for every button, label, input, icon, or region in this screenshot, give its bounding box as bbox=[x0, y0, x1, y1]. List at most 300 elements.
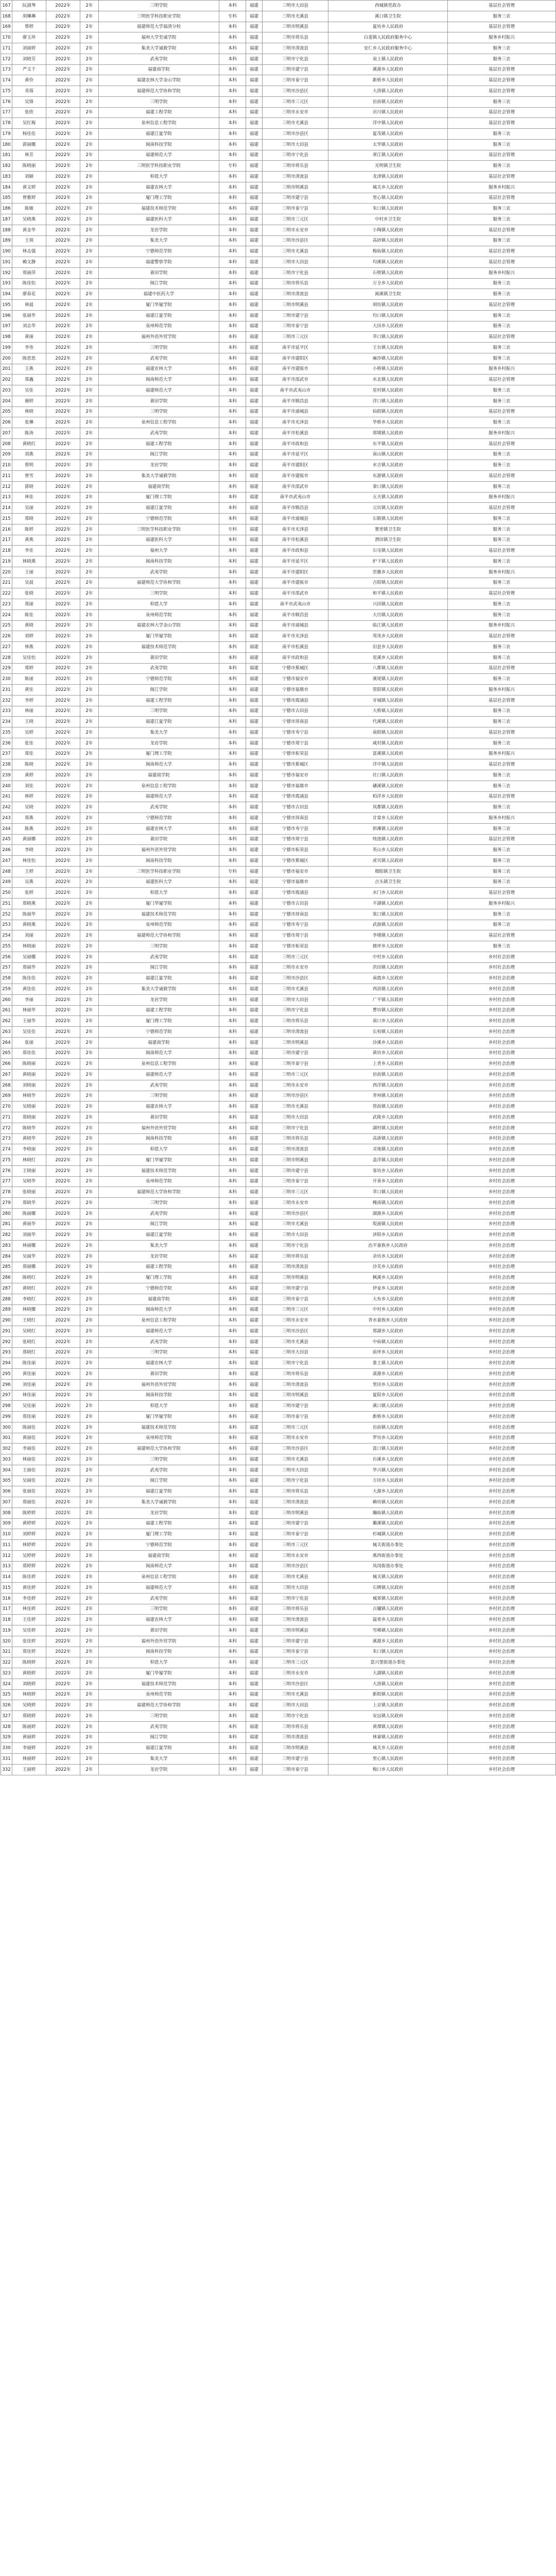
degree-cell: 本科 bbox=[219, 1262, 246, 1273]
unit-cell: 杉城镇人民政府 bbox=[328, 1529, 448, 1540]
school-cell: 闽江学院 bbox=[99, 1732, 219, 1743]
degree-cell: 本科 bbox=[219, 1304, 246, 1315]
table-row bbox=[1, 449, 556, 460]
unit-cell: 岩前镇人民政府 bbox=[328, 96, 448, 107]
province-cell: 福建 bbox=[246, 54, 263, 64]
service-type-cell: 基层社会管理 bbox=[448, 588, 556, 599]
service-type-cell: 服务三农 bbox=[448, 11, 556, 22]
serial-cell: 198 bbox=[1, 332, 12, 343]
school-cell: 三明医学科技职业学院 bbox=[99, 866, 219, 877]
table-row bbox=[1, 941, 556, 952]
region-cell: 三明市尤溪县 bbox=[263, 11, 328, 22]
serial-cell: 316 bbox=[1, 1593, 12, 1604]
serial-cell: 204 bbox=[1, 396, 12, 406]
term-cell: 2年 bbox=[80, 1689, 99, 1700]
school-cell: 福建师范大学 bbox=[99, 1583, 219, 1594]
region-cell: 三明市泰宁县 bbox=[263, 1412, 328, 1422]
table-row bbox=[1, 1294, 556, 1304]
province-cell: 福建 bbox=[246, 1, 263, 11]
region-cell: 宁德市屏南县 bbox=[263, 813, 328, 824]
year-cell: 2022年 bbox=[46, 984, 80, 995]
term-cell: 2年 bbox=[80, 1604, 99, 1615]
degree-cell: 本科 bbox=[219, 1711, 246, 1722]
serial-cell: 272 bbox=[1, 1123, 12, 1133]
term-cell: 2年 bbox=[80, 1123, 99, 1133]
service-type-cell: 服务三农 bbox=[448, 642, 556, 653]
year-cell: 2022年 bbox=[46, 546, 80, 556]
unit-cell: 五夫镇人民政府 bbox=[328, 492, 448, 503]
name-cell: 林晓 bbox=[12, 406, 46, 417]
service-type-cell: 服务三农 bbox=[448, 802, 556, 813]
table-row bbox=[1, 107, 556, 118]
table-row bbox=[1, 96, 556, 107]
table-row bbox=[1, 1604, 556, 1615]
serial-cell: 308 bbox=[1, 1507, 12, 1518]
school-cell: 莆田学院 bbox=[99, 652, 219, 663]
school-cell: 宁德师范学院 bbox=[99, 246, 219, 257]
school-cell: 泉州师范学院 bbox=[99, 609, 219, 620]
unit-cell: 点头镇卫生院 bbox=[328, 877, 448, 888]
year-cell: 2022年 bbox=[46, 738, 80, 749]
province-cell: 福建 bbox=[246, 503, 263, 514]
province-cell: 福建 bbox=[246, 1422, 263, 1433]
serial-cell: 261 bbox=[1, 1005, 12, 1016]
province-cell: 福建 bbox=[246, 1347, 263, 1358]
year-cell: 2022年 bbox=[46, 1198, 80, 1209]
serial-cell: 218 bbox=[1, 546, 12, 556]
table-row bbox=[1, 1764, 556, 1775]
year-cell: 2022年 bbox=[46, 599, 80, 610]
year-cell: 2022年 bbox=[46, 717, 80, 727]
school-cell: 福建师范大学 bbox=[99, 791, 219, 802]
term-cell: 2年 bbox=[80, 129, 99, 140]
term-cell: 2年 bbox=[80, 503, 99, 514]
province-cell: 福建 bbox=[246, 899, 263, 909]
unit-cell: 太华镇人民政府 bbox=[328, 139, 448, 150]
province-cell: 福建 bbox=[246, 1561, 263, 1572]
unit-cell: 罗坊乡人民政府 bbox=[328, 1433, 448, 1444]
year-cell: 2022年 bbox=[46, 823, 80, 834]
year-cell: 2022年 bbox=[46, 1005, 80, 1016]
name-cell: 陈涛 bbox=[12, 428, 46, 439]
region-cell: 南平市延平区 bbox=[263, 556, 328, 567]
name-cell: 吴丽 bbox=[12, 503, 46, 514]
unit-cell: 长校镇人民政府 bbox=[328, 1027, 448, 1038]
region-cell: 宁德市古田县 bbox=[263, 706, 328, 717]
service-type-cell: 乡村社会治理 bbox=[448, 1219, 556, 1230]
school-cell: 三明学院 bbox=[99, 1347, 219, 1358]
province-cell: 福建 bbox=[246, 1721, 263, 1732]
serial-cell: 232 bbox=[1, 695, 12, 706]
region-cell: 三明市三元区 bbox=[263, 952, 328, 962]
unit-cell: 富兴堡街道办事处 bbox=[328, 1657, 448, 1668]
service-type-cell: 服务乡村振兴 bbox=[448, 492, 556, 503]
province-cell: 福建 bbox=[246, 300, 263, 311]
school-cell: 三明学院 bbox=[99, 1, 219, 11]
unit-cell: 淮土镇人民政府 bbox=[328, 1358, 448, 1369]
name-cell: 郑佳 bbox=[12, 749, 46, 759]
table-row bbox=[1, 717, 556, 727]
unit-cell: 治平畲族乡人民政府 bbox=[328, 1241, 448, 1251]
province-cell: 福建 bbox=[246, 1112, 263, 1123]
serial-cell: 325 bbox=[1, 1689, 12, 1700]
service-type-cell: 服务乡村振兴 bbox=[448, 32, 556, 43]
service-type-cell: 服务三农 bbox=[448, 877, 556, 888]
year-cell: 2022年 bbox=[46, 952, 80, 962]
service-type-cell: 乡村社会治理 bbox=[448, 1572, 556, 1583]
service-type-cell: 乡村社会治理 bbox=[448, 1315, 556, 1326]
region-cell: 宁德市福安市 bbox=[263, 770, 328, 781]
province-cell: 福建 bbox=[246, 86, 263, 97]
serial-cell: 292 bbox=[1, 1336, 12, 1347]
unit-cell: 富溪镇人民政府 bbox=[328, 749, 448, 759]
school-cell: 宁德师范学院 bbox=[99, 813, 219, 824]
year-cell: 2022年 bbox=[46, 204, 80, 214]
school-cell: 福建江夏学院 bbox=[99, 1743, 219, 1754]
province-cell: 福建 bbox=[246, 96, 263, 107]
table-row bbox=[1, 1518, 556, 1529]
table-row bbox=[1, 813, 556, 824]
serial-cell: 331 bbox=[1, 1754, 12, 1765]
unit-cell: 里心镇人民政府 bbox=[328, 193, 448, 204]
service-type-cell: 乡村社会治理 bbox=[448, 1251, 556, 1262]
degree-cell: 本科 bbox=[219, 620, 246, 631]
table-row bbox=[1, 1070, 556, 1080]
degree-cell: 本科 bbox=[219, 32, 246, 43]
term-cell: 2年 bbox=[80, 1208, 99, 1219]
unit-cell: 小陶镇人民政府 bbox=[328, 225, 448, 235]
name-cell: 吴婷 bbox=[12, 727, 46, 738]
name-cell: 郑婷 bbox=[12, 663, 46, 674]
serial-cell: 206 bbox=[1, 417, 12, 428]
unit-cell: 小桥镇人民政府 bbox=[328, 364, 448, 375]
degree-cell: 本科 bbox=[219, 417, 246, 428]
table-row bbox=[1, 1, 556, 11]
province-cell: 福建 bbox=[246, 1176, 263, 1187]
unit-cell: 李墩镇人民政府 bbox=[328, 930, 448, 941]
region-cell: 南平市浦城县 bbox=[263, 620, 328, 631]
term-cell: 2年 bbox=[80, 1679, 99, 1689]
unit-cell: 城关镇人民政府 bbox=[328, 1572, 448, 1583]
degree-cell: 本科 bbox=[219, 1518, 246, 1529]
service-type-cell: 服务三农 bbox=[448, 909, 556, 920]
service-type-cell: 基层社会管理 bbox=[448, 631, 556, 642]
serial-cell: 265 bbox=[1, 1048, 12, 1059]
region-cell: 三明市沙县区 bbox=[263, 973, 328, 984]
province-cell: 福建 bbox=[246, 1187, 263, 1198]
year-cell: 2022年 bbox=[46, 22, 80, 32]
name-cell: 郭丽娜 bbox=[12, 139, 46, 150]
region-cell: 三明市泰宁县 bbox=[263, 1647, 328, 1657]
province-cell: 福建 bbox=[246, 321, 263, 332]
province-cell: 福建 bbox=[246, 406, 263, 417]
term-cell: 2年 bbox=[80, 1262, 99, 1273]
name-cell: 郑燕 bbox=[12, 813, 46, 824]
school-cell: 武夷学院 bbox=[99, 353, 219, 364]
school-cell: 三明学院 bbox=[99, 96, 219, 107]
degree-cell: 本科 bbox=[219, 1358, 246, 1369]
year-cell: 2022年 bbox=[46, 267, 80, 278]
table-row bbox=[1, 11, 556, 22]
unit-cell: 斜滩镇人民政府 bbox=[328, 823, 448, 834]
degree-cell: 本科 bbox=[219, 1647, 246, 1657]
serial-cell: 258 bbox=[1, 973, 12, 984]
province-cell: 福建 bbox=[246, 941, 263, 952]
province-cell: 福建 bbox=[246, 1037, 263, 1048]
term-cell: 2年 bbox=[80, 1336, 99, 1347]
province-cell: 福建 bbox=[246, 1283, 263, 1294]
region-cell: 宁德市霞浦县 bbox=[263, 888, 328, 899]
province-cell: 福建 bbox=[246, 1647, 263, 1657]
region-cell: 三明市三元区 bbox=[263, 1657, 328, 1668]
serial-cell: 301 bbox=[1, 1433, 12, 1444]
unit-cell: 枫溪乡人民政府 bbox=[328, 1273, 448, 1283]
province-cell: 福建 bbox=[246, 1369, 263, 1380]
degree-cell: 本科 bbox=[219, 235, 246, 246]
term-cell: 2年 bbox=[80, 759, 99, 770]
serial-cell: 260 bbox=[1, 994, 12, 1005]
province-cell: 福建 bbox=[246, 64, 263, 75]
region-cell: 南平市建瓯市 bbox=[263, 471, 328, 482]
degree-cell: 本科 bbox=[219, 449, 246, 460]
year-cell: 2022年 bbox=[46, 642, 80, 653]
degree-cell: 本科 bbox=[219, 1625, 246, 1636]
serial-cell: 268 bbox=[1, 1080, 12, 1091]
region-cell: 三明市大田县 bbox=[263, 994, 328, 1005]
unit-cell: 贡川镇人民政府 bbox=[328, 107, 448, 118]
degree-cell: 本科 bbox=[219, 172, 246, 182]
school-cell: 集美大学 bbox=[99, 1754, 219, 1765]
service-type-cell: 服务三农 bbox=[448, 396, 556, 406]
region-cell: 三明市将乐县 bbox=[263, 278, 328, 289]
region-cell: 三明市明溪县 bbox=[263, 300, 328, 311]
service-type-cell: 乡村社会治理 bbox=[448, 1486, 556, 1497]
term-cell: 2年 bbox=[80, 1144, 99, 1155]
year-cell: 2022年 bbox=[46, 1144, 80, 1155]
term-cell: 2年 bbox=[80, 813, 99, 824]
degree-cell: 本科 bbox=[219, 1294, 246, 1304]
school-cell: 仰恩大学 bbox=[99, 1401, 219, 1412]
province-cell: 福建 bbox=[246, 1336, 263, 1347]
table-row bbox=[1, 118, 556, 129]
name-cell: 刘燕 bbox=[12, 449, 46, 460]
unit-cell: 洋中镇人民政府 bbox=[328, 118, 448, 129]
year-cell: 2022年 bbox=[46, 1561, 80, 1572]
province-cell: 福建 bbox=[246, 738, 263, 749]
name-cell: 黄丽 bbox=[12, 332, 46, 343]
year-cell: 2022年 bbox=[46, 1454, 80, 1465]
term-cell: 2年 bbox=[80, 546, 99, 556]
province-cell: 福建 bbox=[246, 1486, 263, 1497]
service-type-cell: 服务三农 bbox=[448, 920, 556, 930]
name-cell: 王丽 bbox=[12, 567, 46, 578]
name-cell: 郑丽 bbox=[12, 599, 46, 610]
province-cell: 福建 bbox=[246, 11, 263, 22]
school-cell: 武夷学院 bbox=[99, 1593, 219, 1604]
province-cell: 福建 bbox=[246, 1764, 263, 1775]
serial-cell: 240 bbox=[1, 781, 12, 791]
term-cell: 2年 bbox=[80, 1048, 99, 1059]
serial-cell: 203 bbox=[1, 385, 12, 396]
name-cell: 李佳 bbox=[12, 546, 46, 556]
year-cell: 2022年 bbox=[46, 182, 80, 193]
name-cell: 刘丽华 bbox=[12, 1230, 46, 1241]
service-type-cell: 乡村社会治理 bbox=[448, 1561, 556, 1572]
degree-cell: 本科 bbox=[219, 1390, 246, 1401]
serial-cell: 255 bbox=[1, 941, 12, 952]
service-type-cell: 乡村社会治理 bbox=[448, 1647, 556, 1657]
name-cell: 吴晓燕 bbox=[12, 214, 46, 225]
serial-cell: 282 bbox=[1, 1230, 12, 1241]
unit-cell: 白莲镇人民政府服务中心 bbox=[328, 32, 448, 43]
name-cell: 吴佳丽 bbox=[12, 1401, 46, 1412]
service-type-cell: 服务乡村振兴 bbox=[448, 364, 556, 375]
service-type-cell: 乡村社会治理 bbox=[448, 1444, 556, 1454]
degree-cell: 本科 bbox=[219, 54, 246, 64]
region-cell: 三明市三元区 bbox=[263, 1422, 328, 1433]
table-row bbox=[1, 1689, 556, 1700]
term-cell: 2年 bbox=[80, 289, 99, 300]
name-cell: 张晓 bbox=[12, 588, 46, 599]
region-cell: 三明市尤溪县 bbox=[263, 1689, 328, 1700]
table-row bbox=[1, 738, 556, 749]
serial-cell: 215 bbox=[1, 514, 12, 524]
year-cell: 2022年 bbox=[46, 1304, 80, 1315]
unit-cell: 麻沙镇人民政府 bbox=[328, 353, 448, 364]
name-cell: 黄燕 bbox=[12, 535, 46, 546]
school-cell: 福建医科大学 bbox=[99, 535, 219, 546]
year-cell: 2022年 bbox=[46, 1176, 80, 1187]
service-type-cell: 乡村社会治理 bbox=[448, 1101, 556, 1112]
year-cell: 2022年 bbox=[46, 1497, 80, 1508]
term-cell: 2年 bbox=[80, 492, 99, 503]
term-cell: 2年 bbox=[80, 204, 99, 214]
unit-cell: 青州镇人民政府 bbox=[328, 1091, 448, 1101]
serial-cell: 224 bbox=[1, 609, 12, 620]
serial-cell: 332 bbox=[1, 1764, 12, 1775]
name-cell: 刘佳丽 bbox=[12, 1379, 46, 1390]
serial-cell: 314 bbox=[1, 1572, 12, 1583]
year-cell: 2022年 bbox=[46, 1133, 80, 1144]
unit-cell: 溪尾镇人民政府 bbox=[328, 674, 448, 685]
degree-cell: 本科 bbox=[219, 1315, 246, 1326]
serial-cell: 329 bbox=[1, 1732, 12, 1743]
term-cell: 2年 bbox=[80, 1273, 99, 1283]
year-cell: 2022年 bbox=[46, 1764, 80, 1775]
region-cell: 三明市三元区 bbox=[263, 214, 328, 225]
name-cell: 林佳 bbox=[12, 492, 46, 503]
table-row bbox=[1, 353, 556, 364]
degree-cell: 本科 bbox=[219, 289, 246, 300]
school-cell: 集美大学 bbox=[99, 1241, 219, 1251]
name-cell: 黄晓燕 bbox=[12, 920, 46, 930]
table-row bbox=[1, 984, 556, 995]
degree-cell: 本科 bbox=[219, 717, 246, 727]
table-row bbox=[1, 1412, 556, 1422]
table-row bbox=[1, 727, 556, 738]
school-cell: 福州外语外贸学院 bbox=[99, 332, 219, 343]
year-cell: 2022年 bbox=[46, 1091, 80, 1101]
term-cell: 2年 bbox=[80, 1422, 99, 1433]
table-row bbox=[1, 588, 556, 599]
table-row bbox=[1, 1550, 556, 1561]
name-cell: 黄丽华 bbox=[12, 1219, 46, 1230]
school-cell: 三明学院 bbox=[99, 588, 219, 599]
degree-cell: 本科 bbox=[219, 1689, 246, 1700]
degree-cell: 本科 bbox=[219, 1027, 246, 1038]
unit-cell: 武曲镇人民政府 bbox=[328, 920, 448, 930]
degree-cell: 本科 bbox=[219, 1347, 246, 1358]
province-cell: 福建 bbox=[246, 749, 263, 759]
province-cell: 福建 bbox=[246, 770, 263, 781]
serial-cell: 249 bbox=[1, 877, 12, 888]
serial-cell: 303 bbox=[1, 1454, 12, 1465]
region-cell: 南平市邵武市 bbox=[263, 481, 328, 492]
province-cell: 福建 bbox=[246, 834, 263, 845]
year-cell: 2022年 bbox=[46, 235, 80, 246]
name-cell: 黄佳 bbox=[12, 685, 46, 696]
province-cell: 福建 bbox=[246, 1358, 263, 1369]
term-cell: 2年 bbox=[80, 1700, 99, 1711]
table-row bbox=[1, 1027, 556, 1038]
region-cell: 三明市宁化县 bbox=[263, 267, 328, 278]
table-row bbox=[1, 1336, 556, 1347]
school-cell: 闽南科技学院 bbox=[99, 139, 219, 150]
table-row bbox=[1, 267, 556, 278]
table-row bbox=[1, 888, 556, 899]
name-cell: 郑晓 bbox=[12, 514, 46, 524]
degree-cell: 本科 bbox=[219, 64, 246, 75]
table-row bbox=[1, 492, 556, 503]
term-cell: 2年 bbox=[80, 257, 99, 268]
school-cell: 集美大学 bbox=[99, 727, 219, 738]
year-cell: 2022年 bbox=[46, 973, 80, 984]
term-cell: 2年 bbox=[80, 161, 99, 172]
province-cell: 福建 bbox=[246, 438, 263, 449]
unit-cell: 方田乡人民政府 bbox=[328, 1476, 448, 1486]
degree-cell: 本科 bbox=[219, 1465, 246, 1476]
service-type-cell: 服务三农 bbox=[448, 460, 556, 471]
serial-cell: 274 bbox=[1, 1144, 12, 1155]
unit-cell: 翠江镇人民政府 bbox=[328, 150, 448, 161]
term-cell: 2年 bbox=[80, 781, 99, 791]
name-cell: 王晓丽 bbox=[12, 1165, 46, 1176]
province-cell: 福建 bbox=[246, 1444, 263, 1454]
name-cell: 张丽 bbox=[12, 1037, 46, 1048]
region-cell: 宁德市寿宁县 bbox=[263, 920, 328, 930]
province-cell: 福建 bbox=[246, 920, 263, 930]
region-cell: 三明市将乐县 bbox=[263, 1486, 328, 1497]
school-cell: 三明医学科技职业学院 bbox=[99, 11, 219, 22]
service-type-cell: 乡村社会治理 bbox=[448, 1700, 556, 1711]
province-cell: 福建 bbox=[246, 1454, 263, 1465]
region-cell: 三明市三元区 bbox=[263, 1070, 328, 1080]
serial-cell: 304 bbox=[1, 1465, 12, 1476]
unit-cell: 城郊镇人民政府 bbox=[328, 1593, 448, 1604]
unit-cell: 东游镇人民政府 bbox=[328, 471, 448, 482]
service-type-cell: 服务乡村振兴 bbox=[448, 620, 556, 631]
degree-cell: 本科 bbox=[219, 1422, 246, 1433]
province-cell: 福建 bbox=[246, 962, 263, 973]
serial-cell: 299 bbox=[1, 1412, 12, 1422]
table-row bbox=[1, 278, 556, 289]
unit-cell: 古镛镇人民政府 bbox=[328, 1604, 448, 1615]
serial-cell: 326 bbox=[1, 1700, 12, 1711]
region-cell: 三明市永安市 bbox=[263, 1668, 328, 1679]
serial-cell: 312 bbox=[1, 1550, 12, 1561]
service-type-cell: 服务三农 bbox=[448, 652, 556, 663]
year-cell: 2022年 bbox=[46, 278, 80, 289]
